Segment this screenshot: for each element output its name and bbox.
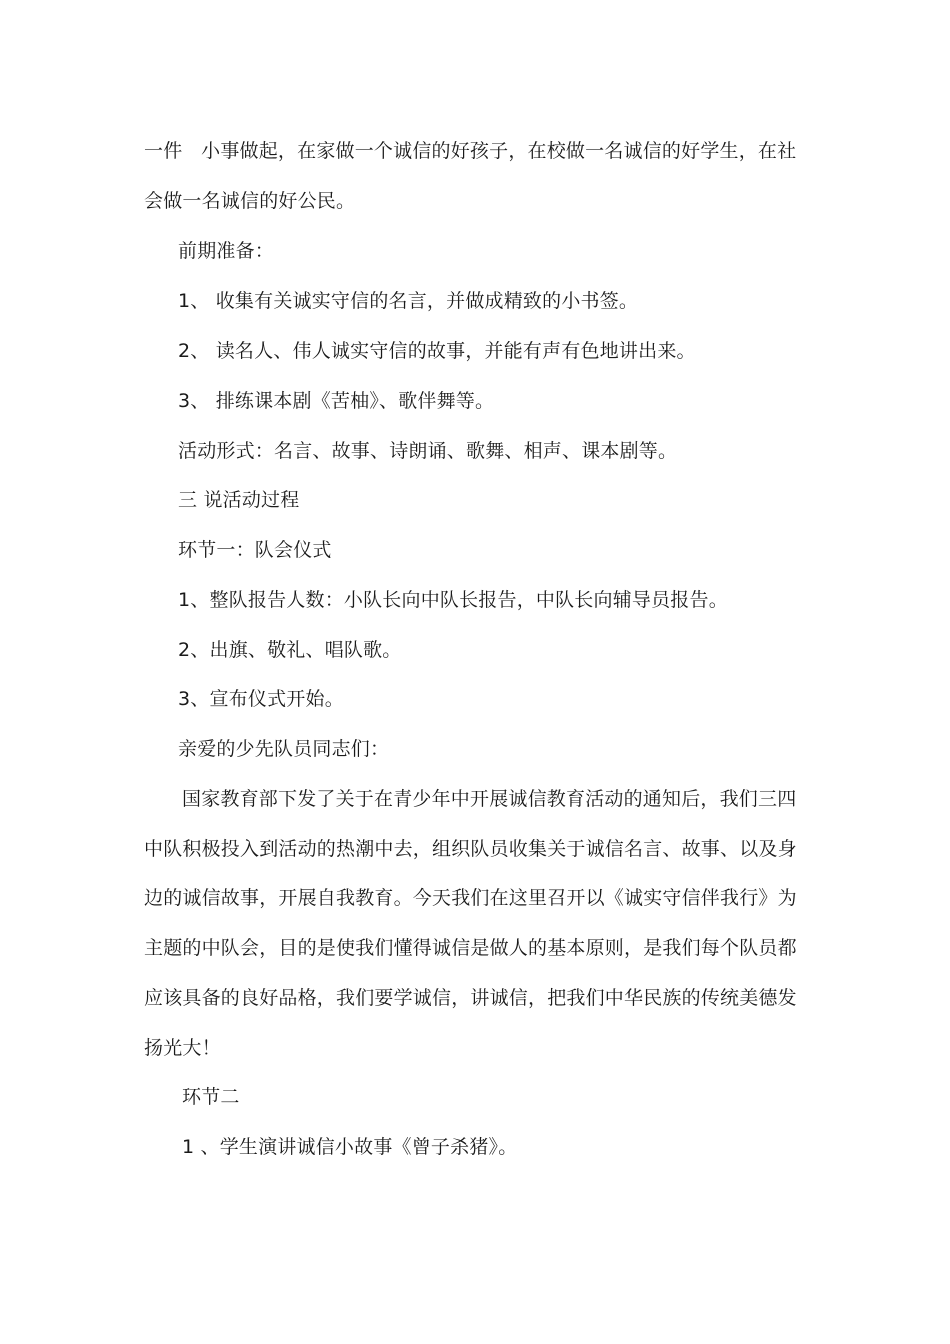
list-item: 3、 排练课本剧《苦柚》、歌伴舞等。	[178, 390, 495, 412]
paragraph-line: 国家教育部下发了关于在青少年中开展诚信教育活动的通知后，我们三四	[182, 788, 797, 810]
paragraph-line: 主题的中队会，目的是使我们懂得诚信是做人的基本原则，是我们每个队员都	[144, 937, 797, 959]
text-line: 活动形式：名言、故事、诗朗诵、歌舞、相声、课本剧等。	[178, 440, 678, 462]
list-item: 1、整队报告人数：小队长向中队长报告，中队长向辅导员报告。	[178, 589, 728, 611]
list-item: 1、 收集有关诚实守信的名言，并做成精致的小书签。	[178, 290, 639, 312]
paragraph-line: 中队积极投入到活动的热潮中去，组织队员收集关于诚信名言、故事、以及身	[144, 838, 797, 860]
salutation: 亲爱的少先队员同志们：	[178, 738, 390, 760]
text-line: 一件 小事做起，在家做一个诚信的好孩子，在校做一名诚信的好学生，在社	[144, 140, 797, 162]
section-heading: 环节一：队会仪式	[178, 539, 332, 561]
paragraph-line: 边的诚信故事，开展自我教育。今天我们在这里召开以《诚实守信伴我行》为	[144, 887, 797, 909]
list-item: 3、宣布仪式开始。	[178, 688, 344, 710]
list-item: 2、 读名人、伟人诚实守信的故事，并能有声有色地讲出来。	[178, 340, 696, 362]
paragraph-line: 应该具备的良好品格，我们要学诚信，讲诚信，把我们中华民族的传统美德发	[144, 987, 797, 1009]
text-line: 会做一名诚信的好公民。	[144, 190, 356, 212]
section-heading: 环节二	[182, 1086, 240, 1108]
paragraph-line: 扬光大！	[144, 1037, 221, 1059]
list-item: 2、出旗、敬礼、唱队歌。	[178, 639, 402, 661]
list-item: 1 、学生演讲诚信小故事《曾子杀猪》。	[182, 1136, 518, 1158]
section-heading: 三 说活动过程	[178, 489, 300, 511]
section-heading: 前期准备：	[178, 240, 275, 262]
